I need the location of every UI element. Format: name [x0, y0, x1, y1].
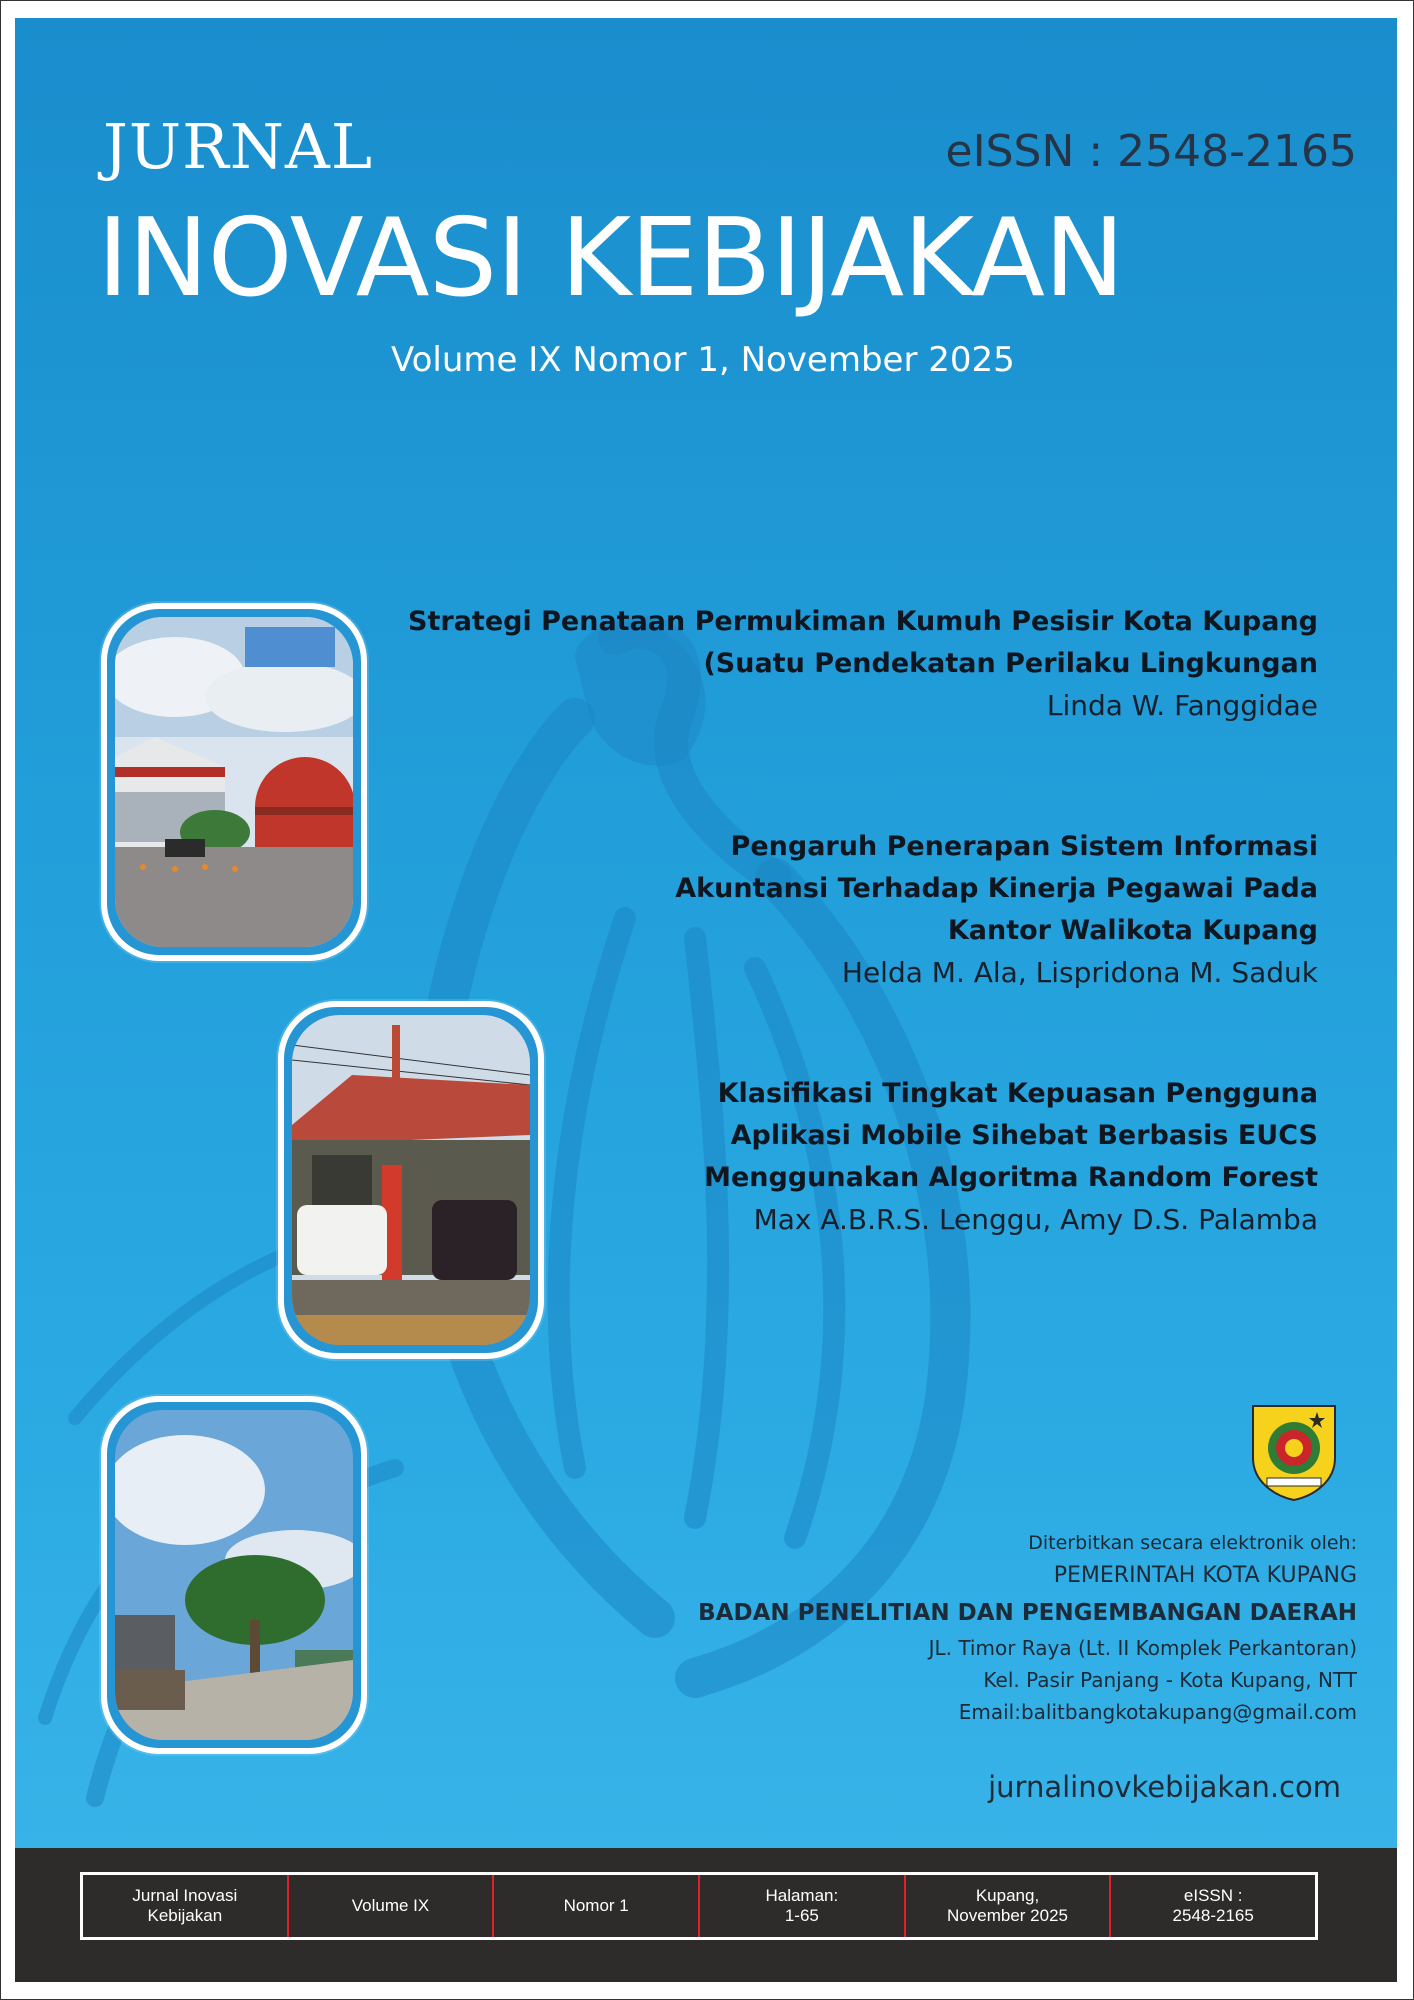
- journal-title: INOVASI KEBIJAKAN: [97, 196, 1124, 321]
- article-title-line: Menggunakan Algoritma Random Forest: [704, 1162, 1318, 1193]
- article-title-line: (Suatu Pendekatan Perilaku Lingkungan: [703, 648, 1318, 679]
- photo-frame-1: [101, 603, 367, 961]
- article-title-line: Akuntansi Terhadap Kinerja Pegawai Pada: [675, 873, 1318, 904]
- article-title-line: Kantor Walikota Kupang: [947, 915, 1318, 946]
- jurnal-label: JURNAL: [103, 110, 373, 183]
- footer-cell-journal: Jurnal Inovasi Kebijakan: [83, 1875, 289, 1937]
- article-authors: Max A.B.R.S. Lenggu, Amy D.S. Palamba: [753, 1203, 1318, 1236]
- publisher-intro: Diterbitkan secara elektronik oleh:: [1028, 1532, 1357, 1554]
- footer-cell-place-date: Kupang, November 2025: [906, 1875, 1112, 1937]
- footer-info-table: [80, 1872, 1318, 1940]
- footer-cell-volume: Volume IX: [289, 1875, 495, 1937]
- article-title-line: Klasifikasi Tingkat Kepuasan Pengguna: [717, 1078, 1318, 1109]
- publisher-agency: BADAN PENELITIAN DAN PENGEMBANGAN DAERAH: [698, 1600, 1357, 1626]
- article-1: [378, 601, 1318, 727]
- publisher-address-line: JL. Timor Raya (Lt. II Komplek Perkantoran): [928, 1636, 1357, 1660]
- footer-cell-pages: Halaman: 1-65: [700, 1875, 906, 1937]
- footer-bar: [15, 1848, 1397, 1982]
- publisher-government: PEMERINTAH KOTA KUPANG: [1053, 1563, 1357, 1588]
- cover: [15, 18, 1397, 1848]
- government-building-photo: [115, 617, 353, 947]
- article-authors: Linda W. Fanggidae: [1046, 689, 1318, 722]
- article-2: [378, 826, 1318, 994]
- journal-website[interactable]: jurnalinovkebijakan.com: [988, 1770, 1341, 1804]
- article-title-line: Pengaruh Penerapan Sistem Informasi: [730, 831, 1318, 862]
- eissn-header: eISSN : 2548-2165: [945, 126, 1357, 177]
- publisher-email[interactable]: Email:balitbangkotakupang@gmail.com: [958, 1700, 1357, 1724]
- publisher-block: [557, 1528, 1357, 1728]
- article-3: [378, 1073, 1318, 1241]
- article-title-line: Strategi Penataan Permukiman Kumuh Pesisir Kota Kupang: [408, 606, 1318, 637]
- volume-line: Volume IX Nomor 1, November 2025: [391, 340, 1015, 380]
- article-title-line: Aplikasi Mobile Sihebat Berbasis EUCS: [730, 1120, 1318, 1151]
- publisher-address-line: Kel. Pasir Panjang - Kota Kupang, NTT: [983, 1668, 1357, 1692]
- footer-cell-number: Nomor 1: [494, 1875, 700, 1937]
- street-with-tree-photo: [115, 1410, 353, 1740]
- footer-cell-eissn: eISSN : 2548-2165: [1172, 1886, 1254, 1925]
- article-authors: Helda M. Ala, Lispridona M. Saduk: [841, 956, 1318, 989]
- photo-frame-3: [101, 1396, 367, 1754]
- kota-kupang-emblem-icon: [1247, 1398, 1341, 1502]
